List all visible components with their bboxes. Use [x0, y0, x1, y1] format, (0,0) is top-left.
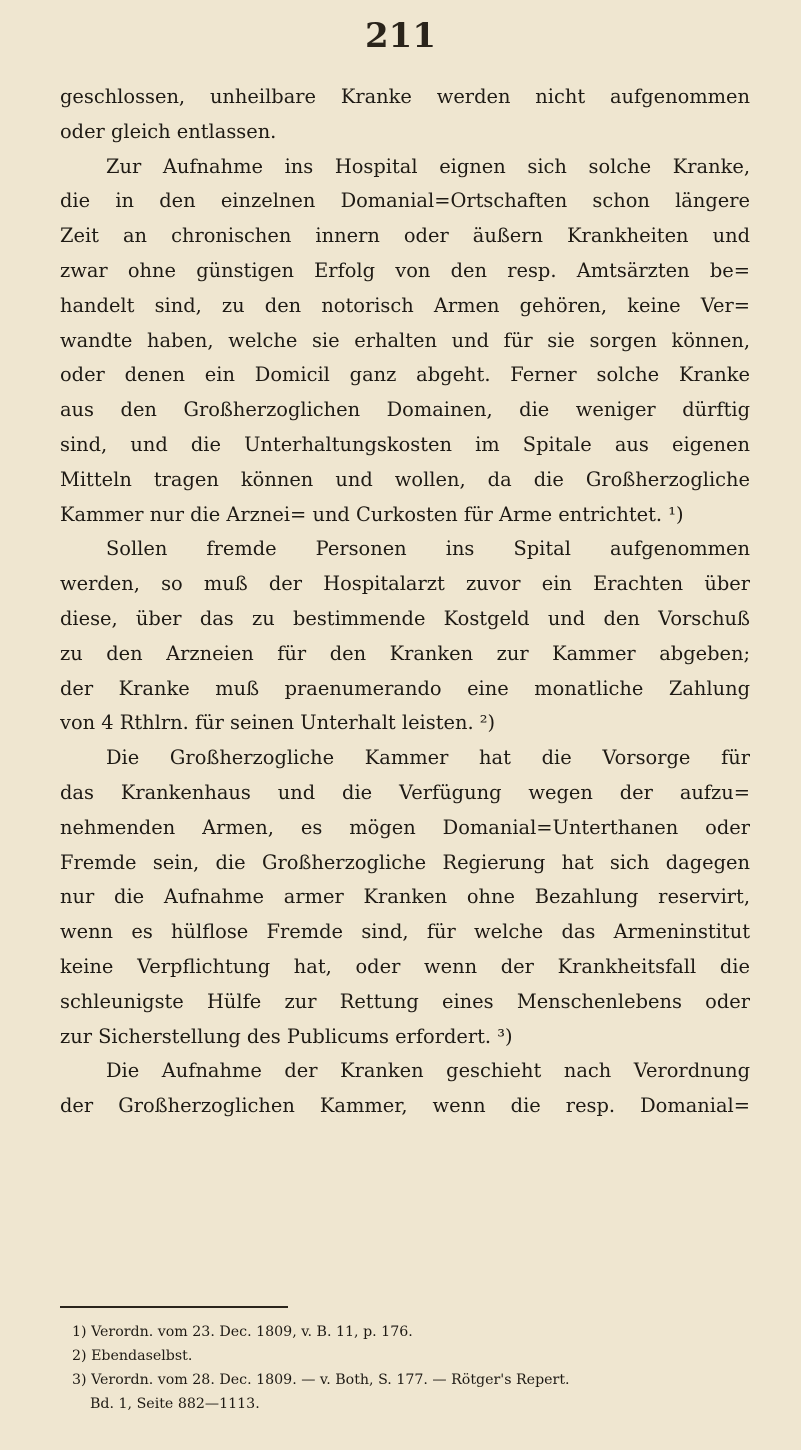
text-line: Zeit an chronischen innern oder äußern Krankheiten und — [60, 224, 750, 248]
text-line: oder denen ein Domicil ganz abgeht. Ferner solche Kranke — [60, 363, 750, 387]
text-line: zu den Arzneien für den Kranken zur Kammer abgeben; — [60, 641, 750, 665]
footnote-continuation: Bd. 1, Seite 882—1113. — [90, 1396, 260, 1412]
text-line: sind, und die Unterhaltungskosten im Spitale aus eigenen — [60, 432, 750, 456]
text-line: oder gleich entlassen. — [60, 119, 277, 143]
footnotes — [72, 1320, 752, 1416]
text-line: keine Verpflichtung hat, oder wenn der Krankheitsfall die — [60, 954, 750, 978]
text-line: handelt sind, zu den notorisch Armen gehören, keine Ver= — [60, 293, 750, 317]
footnote: 3) Verordn. vom 28. Dec. 1809. — v. Both, S. 177. — Rötger's Repert. — [72, 1372, 570, 1388]
text-line: zwar ohne günstigen Erfolg von den resp. Amtsärzten be= — [60, 258, 750, 282]
body-text — [60, 80, 750, 1124]
text-line: diese, über das zu bestimmende Kostgeld und den Vorschuß — [60, 606, 750, 630]
page-number: 211 — [365, 16, 436, 56]
text-line: das Krankenhaus und die Verfügung wegen der aufzu= — [60, 780, 750, 804]
text-line: nehmenden Armen, es mögen Domanial=Unterthanen oder — [60, 815, 750, 839]
text-line: zur Sicherstellung des Publicums erfordert. ³) — [60, 1024, 513, 1048]
text-line: Sollen fremde Personen ins Spital aufgenommen — [106, 537, 750, 561]
text-line: wandte haben, welche sie erhalten und für sie sorgen können, — [60, 328, 750, 352]
footnote: 2) Ebendaselbst. — [72, 1348, 193, 1364]
text-line: der Kranke muß praenumerando eine monatliche Zahlung — [60, 676, 750, 700]
text-line: die in den einzelnen Domanial=Ortschaften schon längere — [60, 189, 750, 213]
text-line: nur die Aufnahme armer Kranken ohne Bezahlung reservirt, — [60, 885, 750, 909]
text-line: werden, so muß der Hospitalarzt zuvor ein Erachten über — [60, 572, 750, 596]
text-line: aus den Großherzoglichen Domainen, die weniger dürftig — [60, 398, 750, 422]
text-line: Fremde sein, die Großherzogliche Regierung hat sich dagegen — [60, 850, 750, 874]
text-line: von 4 Rthlrn. für seinen Unterhalt leisten. ²) — [60, 711, 496, 735]
footnote-rule — [60, 1306, 288, 1308]
footnote: 1) Verordn. vom 23. Dec. 1809, v. B. 11, p. 176. — [72, 1324, 413, 1340]
text-line: Kammer nur die Arznei= und Curkosten für Arme entrichtet. ¹) — [60, 502, 684, 526]
text-line: Die Großherzogliche Kammer hat die Vorsorge für — [106, 746, 750, 770]
text-line: Zur Aufnahme ins Hospital eignen sich solche Kranke, — [106, 154, 750, 178]
text-line: geschlossen, unheilbare Kranke werden nicht aufgenommen — [60, 85, 750, 108]
text-line: wenn es hülflose Fremde sind, für welche das Armeninstitut — [60, 920, 750, 944]
text-line: schleunigste Hülfe zur Rettung eines Menschenlebens oder — [60, 989, 750, 1013]
text-line: der Großherzoglichen Kammer, wenn die resp. Domanial= — [60, 1094, 750, 1118]
text-line: Mitteln tragen können und wollen, da die Großherzogliche — [60, 467, 750, 491]
text-line: Die Aufnahme der Kranken geschieht nach Verordnung — [106, 1059, 750, 1083]
